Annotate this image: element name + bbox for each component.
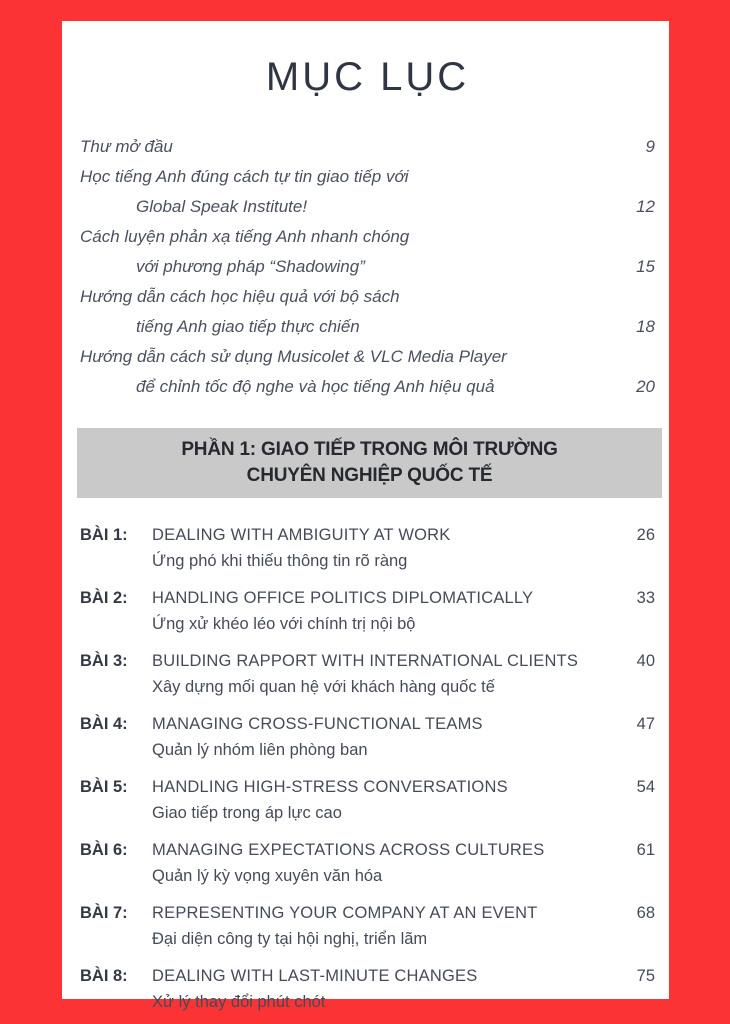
lesson-label: BÀI 6: xyxy=(80,841,128,860)
lesson-entry xyxy=(80,900,655,952)
lesson-label: BÀI 7: xyxy=(80,904,128,923)
toc-entry-text: Học tiếng Anh đúng cách tự tin giao tiếp với xyxy=(80,167,409,186)
lesson-title: MANAGING EXPECTATIONS ACROSS CULTURES xyxy=(152,841,545,860)
lesson-entry xyxy=(80,774,655,826)
part-1-header xyxy=(77,428,662,498)
toc-entry xyxy=(80,162,655,222)
lesson-label: BÀI 8: xyxy=(80,967,128,986)
toc-entry-page: 9 xyxy=(645,137,655,156)
lesson-page: 75 xyxy=(636,967,655,986)
lesson-subtitle: Ứng xử khéo léo với chính trị nội bộ xyxy=(152,615,416,634)
toc-entry-page: 18 xyxy=(636,317,655,336)
lesson-subtitle: Quản lý nhóm liên phòng ban xyxy=(152,741,368,760)
lesson-subtitle: Xây dựng mối quan hệ với khách hàng quốc tế xyxy=(152,678,495,697)
lesson-entry xyxy=(80,585,655,637)
lesson-page: 33 xyxy=(636,589,655,608)
lesson-title: MANAGING CROSS-FUNCTIONAL TEAMS xyxy=(152,715,483,734)
toc-entry-text: Thư mở đầu xyxy=(80,137,173,156)
content-panel xyxy=(62,21,669,1012)
lesson-page: 40 xyxy=(636,652,655,671)
toc-entry-text: để chỉnh tốc độ nghe và học tiếng Anh hiệu quả xyxy=(136,377,495,396)
toc-entry-text: tiếng Anh giao tiếp thực chiến xyxy=(136,317,360,336)
lesson-title: HANDLING HIGH-STRESS CONVERSATIONS xyxy=(152,778,508,797)
lesson-entry xyxy=(80,648,655,700)
toc-entry xyxy=(80,282,655,342)
lesson-subtitle: Đại diện công ty tại hội nghị, triển lãm xyxy=(152,930,428,949)
page-title: MỤC LỤC xyxy=(265,55,470,99)
part-header-line1: PHẦN 1: GIAO TIẾP TRONG MÔI TRƯỜNG xyxy=(181,439,558,460)
lesson-label: BÀI 3: xyxy=(80,652,128,671)
lesson-title: BUILDING RAPPORT WITH INTERNATIONAL CLIENTS xyxy=(152,652,579,671)
lesson-title: DEALING WITH LAST-MINUTE CHANGES xyxy=(152,967,478,986)
lesson-entry xyxy=(80,522,655,574)
lesson-label: BÀI 5: xyxy=(80,778,128,797)
lesson-title: HANDLING OFFICE POLITICS DIPLOMATICALLY xyxy=(152,589,534,608)
toc-entry-page: 12 xyxy=(636,197,655,216)
lesson-subtitle: Quản lý kỳ vọng xuyên văn hóa xyxy=(152,867,383,886)
toc-entry xyxy=(80,132,655,162)
toc-entry-page: 20 xyxy=(636,377,655,396)
lesson-subtitle: Giao tiếp trong áp lực cao xyxy=(152,804,342,823)
lesson-entry xyxy=(80,963,655,1015)
lesson-subtitle: Xử lý thay đổi phút chót xyxy=(152,993,326,1012)
toc-entry-text: Hướng dẫn cách học hiệu quả với bộ sách xyxy=(80,287,400,306)
lesson-entry xyxy=(80,837,655,889)
toc-entry xyxy=(80,342,655,402)
toc-entry-text: Cách luyện phản xạ tiếng Anh nhanh chóng xyxy=(80,227,410,246)
lesson-title: DEALING WITH AMBIGUITY AT WORK xyxy=(152,526,451,545)
lesson-page: 68 xyxy=(636,904,655,923)
lesson-subtitle: Ứng phó khi thiếu thông tin rõ ràng xyxy=(152,552,408,571)
part-header-line2: CHUYÊN NGHIỆP QUỐC TẾ xyxy=(246,464,493,486)
toc-entry xyxy=(80,222,655,282)
toc-entry-text: với phương pháp “Shadowing” xyxy=(136,257,365,276)
intro-toc-list xyxy=(80,132,655,402)
lesson-toc-list xyxy=(80,522,655,1015)
lesson-page: 61 xyxy=(636,841,655,860)
lesson-label: BÀI 1: xyxy=(80,526,128,545)
lesson-entry xyxy=(80,711,655,763)
toc-entry-text: Global Speak Institute! xyxy=(136,197,308,216)
lesson-label: BÀI 4: xyxy=(80,715,128,734)
toc-entry-page: 15 xyxy=(636,257,655,276)
lesson-title: REPRESENTING YOUR COMPANY AT AN EVENT xyxy=(152,904,538,923)
lesson-label: BÀI 2: xyxy=(80,589,128,608)
toc-entry-text: Hướng dẫn cách sử dụng Musicolet & VLC Media Player xyxy=(80,347,507,366)
lesson-page: 47 xyxy=(636,715,655,734)
lesson-page: 54 xyxy=(636,778,655,797)
lesson-page: 26 xyxy=(636,526,655,545)
